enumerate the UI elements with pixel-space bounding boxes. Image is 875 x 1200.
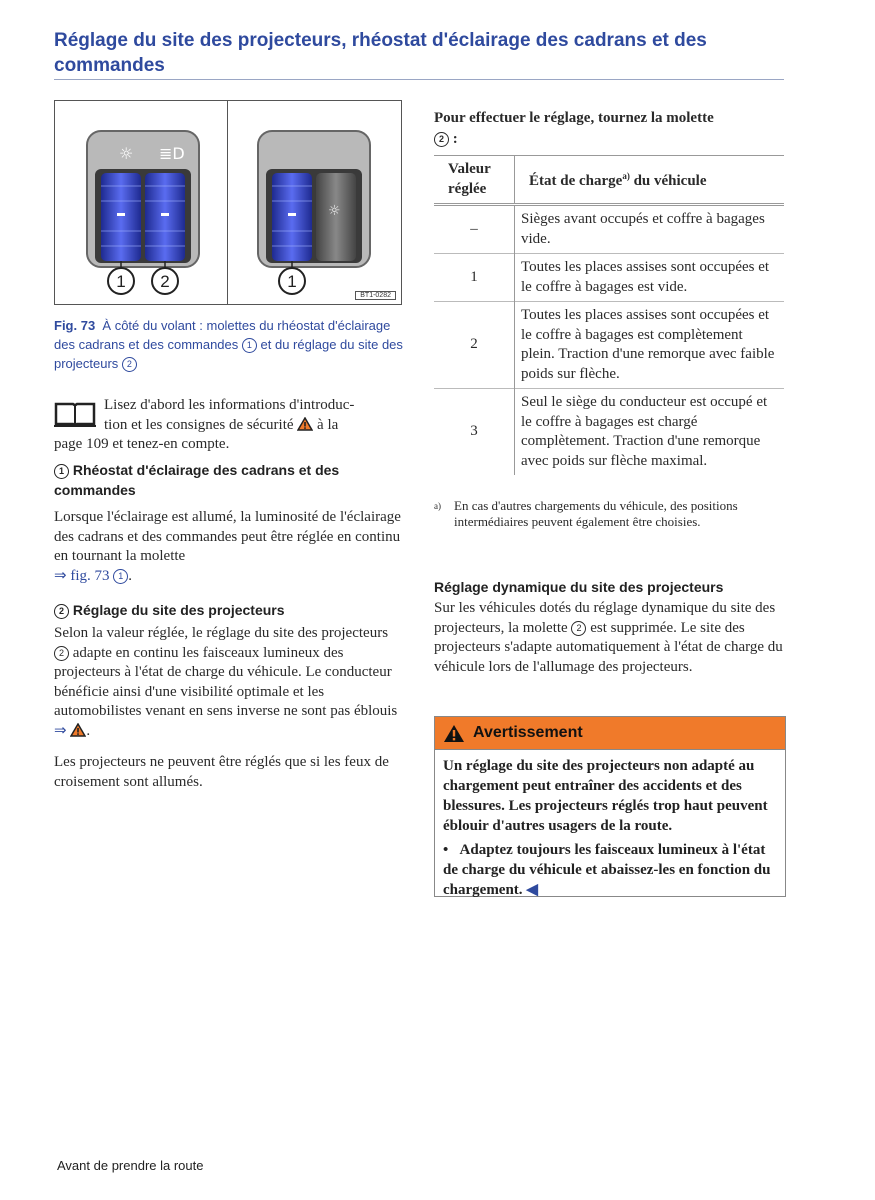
warning-icon[interactable] xyxy=(297,417,313,431)
table-intro: Pour effectuer le réglage, tournez la molette 2 : xyxy=(434,110,714,147)
warning-bullet: • Adaptez toujours les faisceaux lumineux à l'état de charge du véhicule et abaissez-les en fonction du chargement. ◀ xyxy=(443,842,771,898)
section-dimmer-heading: 1 Rhéostat d'éclairage des cadrans et des commandes xyxy=(54,462,340,498)
warning-triangle-icon xyxy=(443,724,465,743)
table-row: 3 Seul le siège du conducteur est occupé et le coffre à bagages est chargé complètement. Traction d'une remorque avec poids sur flèche maximal. xyxy=(434,389,784,476)
intro-text xyxy=(54,396,404,455)
section-dimmer xyxy=(54,460,404,586)
section-headlight-para2: Les projecteurs ne peuvent être réglés que si les feux de croisement sont allumés. xyxy=(54,754,389,790)
col-state-header: État de charge$^{a)}$ du véhicule xyxy=(529,171,707,190)
section-dynamic-body: Sur les véhicules dotés du réglage dynamique du site des projecteurs, la molette 2 est supprimée. Le site des projecteurs s'adapte automatiquement à l'état de charge du véhicule lors de l'allumage des projecteurs. xyxy=(434,600,783,675)
section-headlight-body: Selon la valeur réglée, le réglage du site des projecteurs 2 adapte en continu les faisceaux lumineux des projecteurs à l'état de charge du véhicule. Le conducteur bénéficie ainsi d'une visibilité optimale et les automobilistes venant en sens inverse ne sont pas éblouis ⇒ . xyxy=(54,625,398,739)
warning-label: Avertissement xyxy=(473,724,583,741)
caption-num-1: 1 xyxy=(242,338,257,353)
callout-1b: 1 xyxy=(287,272,297,291)
table-row: – Sièges avant occupés et coffre à bagages vide. xyxy=(434,205,784,254)
warning-text: Un réglage du site des projecteurs non adapté au chargement peut entraîner des accidents et des blessures. Les projecteurs réglés trop haut peuvent éblouir d'autres usagers de la route. xyxy=(443,758,768,834)
section-dimmer-body: Lorsque l'éclairage est allumé, la luminosité de l'éclairage des cadrans et des commandes peut être réglée en continu en tournant la molette ⇒ fig. 73 1 . xyxy=(54,509,401,584)
section-headlight xyxy=(54,600,404,792)
warning-body xyxy=(435,750,785,900)
thumbwheel-illustration xyxy=(55,101,401,304)
intro-line-3: page 109 et tenez-en compte. xyxy=(54,436,230,452)
warning-header xyxy=(435,717,785,750)
intro-line-1: Lisez d'abord les informations d'introduc- xyxy=(104,397,355,413)
fig-ref-link[interactable]: ⇒ fig. 73 xyxy=(54,567,110,584)
section-dynamic-heading: Réglage dynamique du site des projecteurs xyxy=(434,579,724,595)
svg-text:☼: ☼ xyxy=(119,144,134,163)
callout-1: 1 xyxy=(116,272,126,291)
warning-box xyxy=(434,716,786,897)
callout-2: 2 xyxy=(160,272,170,291)
table-row: 1 Toutes les places assises sont occupées et le coffre à bagages est vide. xyxy=(434,254,784,302)
figure-label: Fig. 73 xyxy=(54,318,96,333)
warning-ref-link[interactable]: ⇒ xyxy=(54,722,67,739)
figure-divider xyxy=(227,101,228,304)
title-divider xyxy=(54,79,784,80)
figure-caption xyxy=(54,316,404,373)
figure-73 xyxy=(54,100,402,305)
table-row: 2 Toutes les places assises sont occupées et le coffre à bagages est complètement plein. Traction d'une remorque avec faible poids sur flèche. xyxy=(434,302,784,389)
caption-num-2: 2 xyxy=(122,357,137,372)
svg-text:☼: ☼ xyxy=(328,203,341,219)
caption-text-b: et du réglage du site des projecteurs xyxy=(54,337,403,371)
caption-text-a: À côté du volant : molettes du rhéostat d'éclairage des cadrans et des commandes xyxy=(54,318,391,352)
col-value-header: Valeur réglée xyxy=(434,156,515,205)
warning-icon xyxy=(70,723,86,737)
load-table xyxy=(434,155,784,475)
page-title: Réglage du site des projecteurs, rhéostat d'éclairage des cadrans et des commandes xyxy=(54,30,707,76)
section-headlight-heading: 2 Réglage du site des projecteurs xyxy=(54,600,404,620)
page-footer: Avant de prendre la route xyxy=(57,1158,204,1173)
table-header xyxy=(434,156,784,205)
svg-text:≣D: ≣D xyxy=(159,144,185,163)
table-footnote: a) En cas d'autres chargements du véhicule, des positions intermédiaires peuvent également être choisies. xyxy=(434,498,738,529)
figure-code: BT1-0282 xyxy=(355,291,396,300)
intro-line-2: tion et les consignes de sécurité à la xyxy=(104,416,339,433)
end-marker-icon: ◀ xyxy=(526,882,538,898)
section-dynamic xyxy=(434,577,784,677)
